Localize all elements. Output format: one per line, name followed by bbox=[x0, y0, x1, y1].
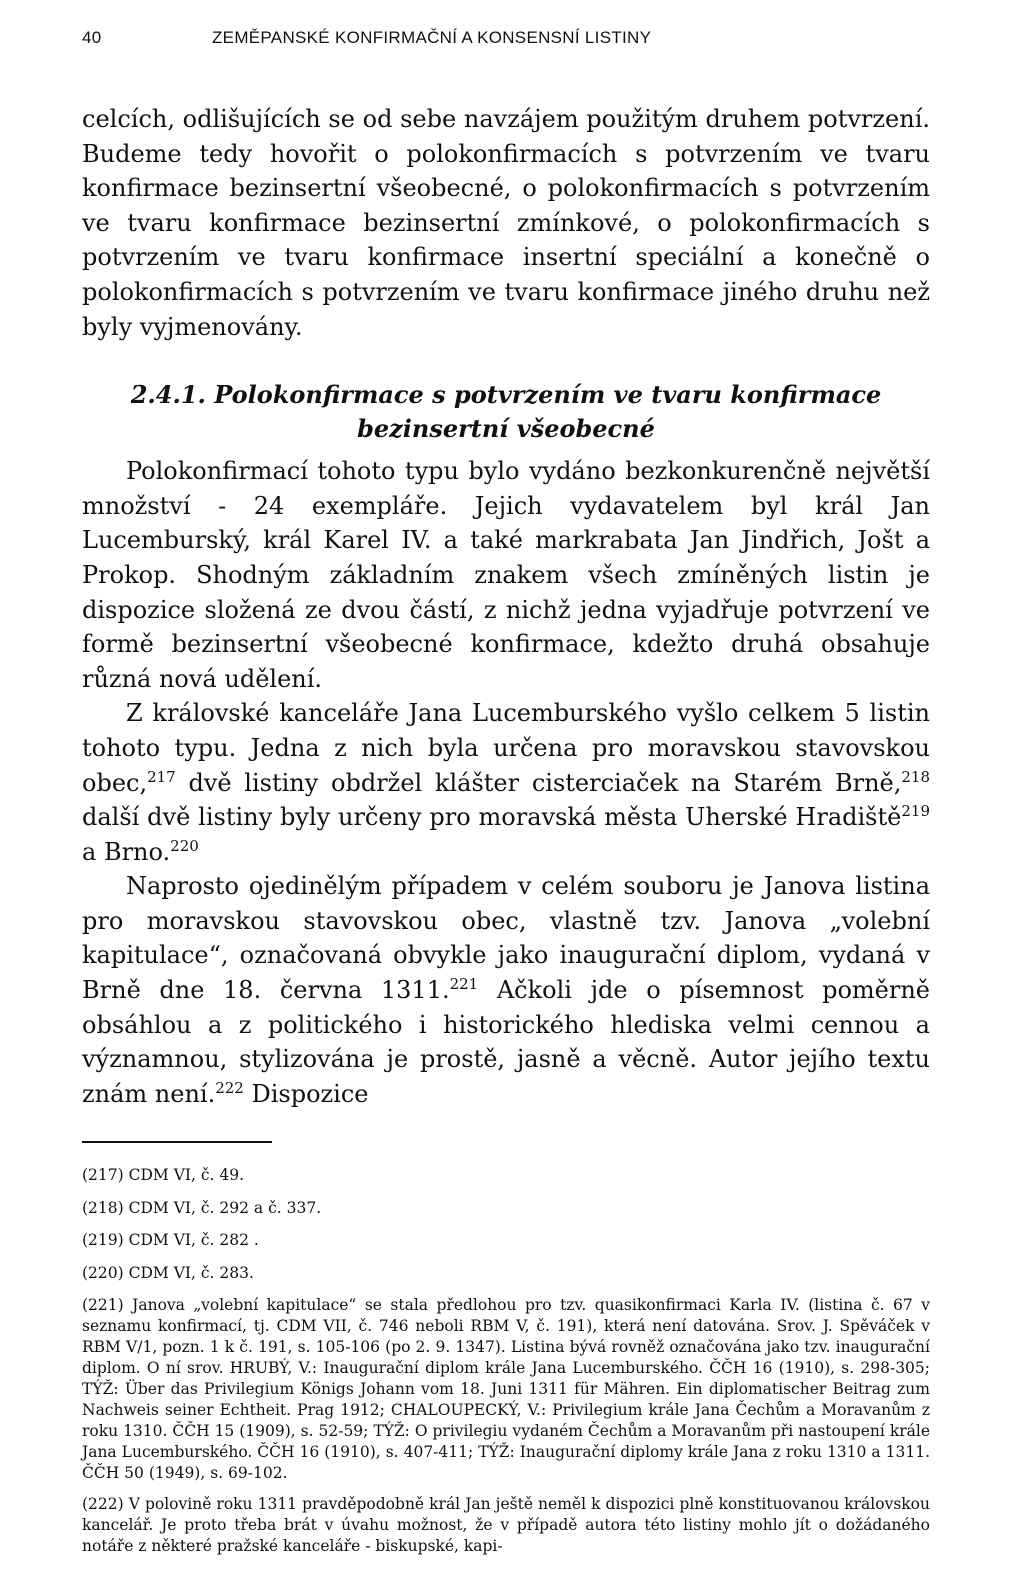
paragraph-3-text-b: Ačkoli jde o písemnost poměrně obsáhlou a z politického i historického hlediska velmi cennou a významnou, stylizována je prostě, jasně a věcně. Autor jejího textu znám není. bbox=[82, 976, 930, 1108]
footnote-220: (220) CDM VI, č. 283. bbox=[82, 1263, 254, 1282]
footnote-ref-220: 220 bbox=[170, 836, 199, 855]
paragraph-2-text-b: dvě listiny obdržel klášter cisterciaček na Starém Brně, bbox=[175, 768, 902, 797]
page-number: 40 bbox=[82, 28, 102, 47]
paragraph-1: Polokonfirmací tohoto typu bylo vydáno bezkonkurenčně největší množství - 24 exempláře. Jejich vydavatelem byl král Jan Lucemburský, král Karel IV. a také markrabata Jan Jindřich, Jošt a Prokop. Shodným základním znakem všech zmíněných listin je dispozice složená ze dvou částí, z nichž jedna vyjadřuje potvrzení ve formě bezinsertní všeobecné konfirmace, kdežto druhá obsahuje různá nová udělení. bbox=[82, 457, 930, 693]
footnote-217: (217) CDM VI, č. 49. bbox=[82, 1166, 245, 1185]
section-heading bbox=[82, 378, 930, 446]
paragraph-2-text-c: další dvě listiny byly určeny pro moravská města Uherské Hradiště bbox=[82, 803, 902, 832]
intro-paragraph: celcích, odlišujících se od sebe navzájem použitým druhem potvrzení. Budeme tedy hovořit o polokonfirmacích s potvrzením ve tvaru konfirmace bezinsertní všeobecné, o polokonfirmacích s potvrzením ve tvaru konfirmace bezinsertní zmínkové, o polokonfirmacích s potvrzením ve tvaru konfirmace insertní speciální a konečně o polokonfirmacích s potvrzením ve tvaru konfirmace jiného druhu než byly vyjmenovány. bbox=[82, 105, 930, 341]
book-page bbox=[82, 28, 930, 1567]
paragraph-3-text-c: Dispozice bbox=[243, 1079, 369, 1108]
paragraph-2-text-a: Z královské kanceláře Jana Lucemburského vyšlo celkem 5 listin tohoto typu. Jedna z nich byla určena pro moravskou stavovskou obec, bbox=[82, 699, 930, 797]
footnote-ref-221: 221 bbox=[449, 975, 479, 994]
section-heading-line1: 2.4.1. Polokonfirmace s potvrzením ve tvaru konfirmace bbox=[130, 380, 882, 410]
paragraph-3 bbox=[82, 869, 930, 1111]
paragraph-2 bbox=[82, 696, 930, 869]
footnote-219: (219) CDM VI, č. 282 . bbox=[82, 1231, 259, 1250]
footnote-divider bbox=[82, 1141, 272, 1143]
running-title: ZEMĚPANSKÉ KONFIRMAČNÍ A KONSENSNÍ LISTINY bbox=[212, 28, 652, 47]
footnote-ref-217: 217 bbox=[147, 767, 176, 786]
paragraph-2-text-d: a Brno. bbox=[82, 837, 171, 866]
main-text bbox=[82, 102, 930, 1111]
paragraph-3-text-a: Naprosto ojedinělým případem v celém souboru je Janova listina pro moravskou stavovskou obec, vlastně tzv. Janova „volební kapitulace“, označovaná obvykle jako inaugurační diplom, vydaná v Brně dne 18. června 1311. bbox=[82, 872, 930, 1005]
footnote-218: (218) CDM VI, č. 292 a č. 337. bbox=[82, 1198, 322, 1217]
footnote-ref-222: 222 bbox=[215, 1078, 244, 1097]
footnote-221: (221) Janova „volební kapitulace“ se stala předlohou pro tzv. quasikonfirmaci Karla IV. (listina č. 67 v seznamu konfirmací, tj. CDM VII, č. 746 neboli RBM V, č. 191), která není datována. Srov. J. Spěváček v RBM V/1, pozn. 1 k č. 191, s. 105-106 (po 2. 9. 1347). Listina bývá rovněž označována jako tzv. inaugurační diplom. O ní srov. HRUBÝ, V.: Inaugurační diplom krále Jana Lucemburského. ČČH 16 (1910), s. 298-305; TÝŽ: Über das Privilegium Königs Johann vom 18. Juni 1311 für Mähren. Ein diplomatischer Beitrag zum Nachweis seiner Echtheit. Prag 1912; CHALOUPECKÝ, V.: Privilegium krále Jana Čechům a Moravanům z roku 1310. ČČH 15 (1909), s. 52-59; TÝŽ: O privilegiu vydaném Čechům a Moravanům při nastoupení krále Jana Lucemburského. ČČH 16 (1910), s. 407-411; TÝŽ: Inaugurační diplomy krále Jana z roku 1310 a 1311. ČČH 50 (1949), s. 69-102. bbox=[82, 1296, 930, 1483]
footnote-222: (222) V polovině roku 1311 pravděpodobně král Jan ještě neměl k dispozici plně konstituovanou královskou kancelář. Je proto třeba brát v úvahu možnost, že v případě autora této listiny mohlo jít o dožádaného notáře z některé pražské kanceláře - biskupské, kapi- bbox=[82, 1495, 930, 1556]
footnote-ref-219: 219 bbox=[901, 802, 930, 821]
footnotes bbox=[82, 1165, 930, 1557]
footnote-ref-218: 218 bbox=[901, 767, 930, 786]
section-heading-line2: bezinsertní všeobecné bbox=[357, 414, 655, 444]
page-header bbox=[82, 28, 930, 64]
